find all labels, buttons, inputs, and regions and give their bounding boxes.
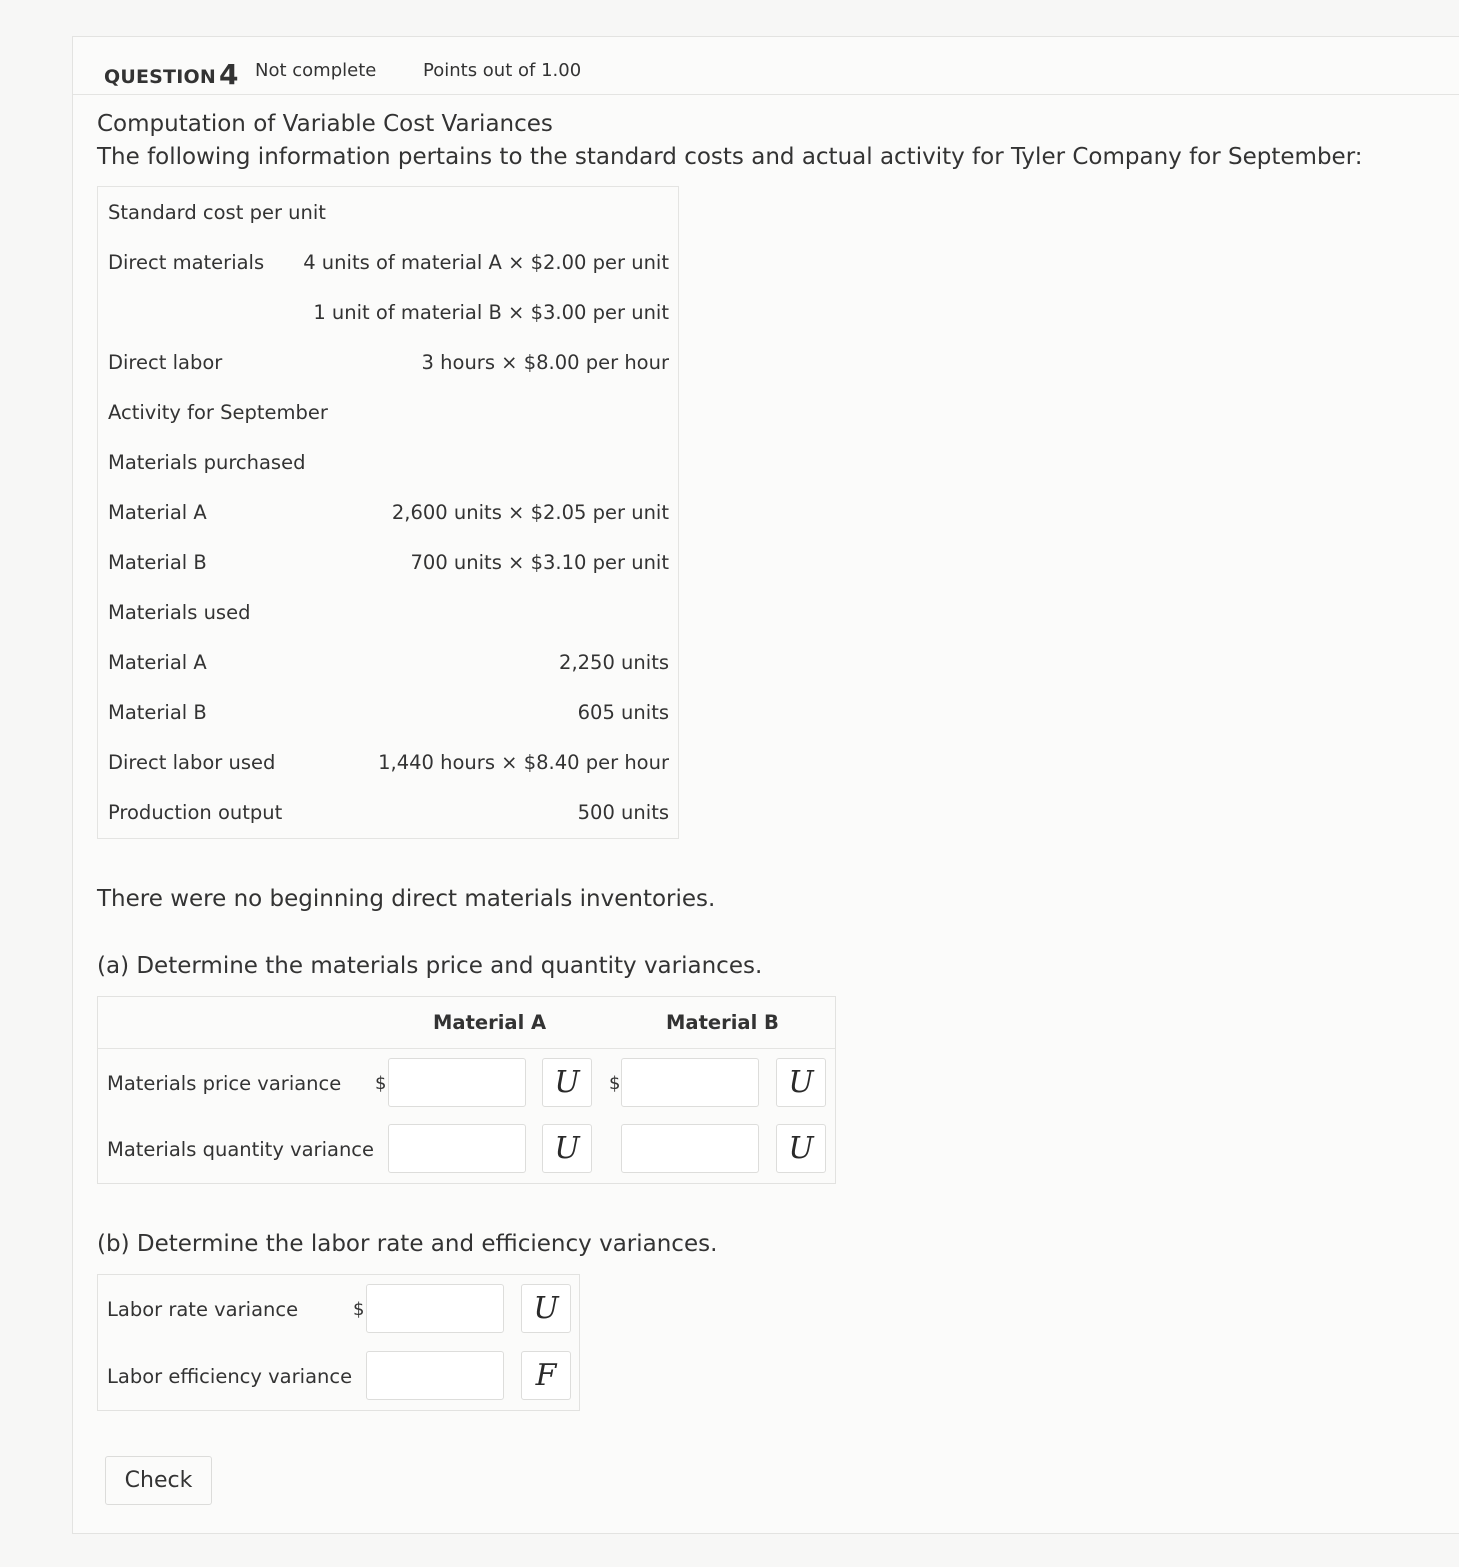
info-row bbox=[98, 788, 678, 838]
info-label: Material B bbox=[108, 701, 207, 724]
info-row bbox=[98, 238, 678, 288]
info-label: Standard cost per unit bbox=[108, 201, 326, 224]
problem-intro: The following information pertains to the standard costs and actual activity for Tyler Company for September: bbox=[97, 144, 1363, 170]
info-label: Materials used bbox=[108, 601, 251, 624]
question-status: Not complete bbox=[255, 60, 377, 81]
info-value: 1 unit of material B × $3.00 per unit bbox=[313, 301, 669, 324]
info-row bbox=[98, 388, 678, 438]
check-button[interactable]: Check bbox=[105, 1456, 212, 1505]
info-value: 700 units × $3.10 per unit bbox=[410, 551, 669, 574]
info-label: Direct materials bbox=[108, 251, 265, 274]
problem-title: Computation of Variable Cost Variances bbox=[97, 111, 553, 137]
info-label: Materials purchased bbox=[108, 451, 306, 474]
info-row bbox=[98, 488, 678, 538]
info-row bbox=[98, 638, 678, 688]
info-row bbox=[98, 438, 678, 488]
quantity-variance-a-input[interactable] bbox=[388, 1124, 526, 1173]
quantity-variance-a-select[interactable]: U bbox=[542, 1124, 592, 1173]
part-a-prompt: (a) Determine the materials price and quantity variances. bbox=[97, 953, 763, 979]
currency-symbol: $ bbox=[375, 1073, 387, 1094]
materials-quantity-label: Materials quantity variance bbox=[107, 1138, 375, 1161]
info-value: 3 hours × $8.00 per hour bbox=[421, 351, 669, 374]
materials-variance-table bbox=[97, 996, 836, 1184]
material-b-header: Material B bbox=[666, 1011, 779, 1034]
header-divider bbox=[98, 1048, 835, 1049]
labor-efficiency-select[interactable]: F bbox=[521, 1351, 571, 1400]
info-row bbox=[98, 338, 678, 388]
price-variance-a-select[interactable]: U bbox=[542, 1058, 592, 1107]
info-value: 4 units of material A × $2.00 per unit bbox=[303, 251, 669, 274]
info-value: 2,250 units bbox=[559, 651, 669, 674]
info-label: Direct labor bbox=[108, 351, 223, 374]
info-value: 2,600 units × $2.05 per unit bbox=[391, 501, 669, 524]
info-label: Material B bbox=[108, 551, 207, 574]
info-label: Material A bbox=[108, 501, 207, 524]
info-label: Activity for September bbox=[108, 401, 328, 424]
quantity-variance-b-select[interactable]: U bbox=[776, 1124, 826, 1173]
question-card bbox=[72, 36, 1459, 1534]
info-label: Material A bbox=[108, 651, 207, 674]
info-table bbox=[97, 186, 679, 839]
info-row bbox=[98, 588, 678, 638]
inventory-note: There were no beginning direct materials inventories. bbox=[97, 886, 716, 912]
currency-symbol: $ bbox=[609, 1073, 621, 1094]
question-number: 4 bbox=[218, 58, 239, 91]
price-variance-a-input[interactable] bbox=[388, 1058, 526, 1107]
labor-rate-input[interactable] bbox=[366, 1284, 504, 1333]
labor-efficiency-label: Labor efficiency variance bbox=[107, 1365, 353, 1388]
question-header bbox=[73, 37, 1459, 95]
labor-variance-table bbox=[97, 1274, 580, 1411]
price-variance-b-input[interactable] bbox=[621, 1058, 759, 1107]
info-row bbox=[98, 288, 678, 338]
material-a-header: Material A bbox=[433, 1011, 547, 1034]
info-row bbox=[98, 738, 678, 788]
labor-rate-label: Labor rate variance bbox=[107, 1298, 299, 1321]
info-row bbox=[98, 688, 678, 738]
info-row bbox=[98, 188, 678, 238]
materials-price-label: Materials price variance bbox=[107, 1072, 342, 1095]
info-value: 500 units bbox=[577, 801, 669, 824]
info-value: 605 units bbox=[577, 701, 669, 724]
info-value: 1,440 hours × $8.40 per hour bbox=[378, 751, 669, 774]
price-variance-b-select[interactable]: U bbox=[776, 1058, 826, 1107]
labor-rate-select[interactable]: U bbox=[521, 1284, 571, 1333]
labor-efficiency-input[interactable] bbox=[366, 1351, 504, 1400]
quantity-variance-b-input[interactable] bbox=[621, 1124, 759, 1173]
question-points: Points out of 1.00 bbox=[423, 60, 582, 81]
question-label: QUESTION 4 bbox=[104, 58, 239, 91]
info-label: Direct labor used bbox=[108, 751, 276, 774]
info-label: Production output bbox=[108, 801, 283, 824]
currency-symbol: $ bbox=[353, 1299, 365, 1320]
part-b-prompt: (b) Determine the labor rate and efficiency variances. bbox=[97, 1231, 718, 1257]
info-row bbox=[98, 538, 678, 588]
